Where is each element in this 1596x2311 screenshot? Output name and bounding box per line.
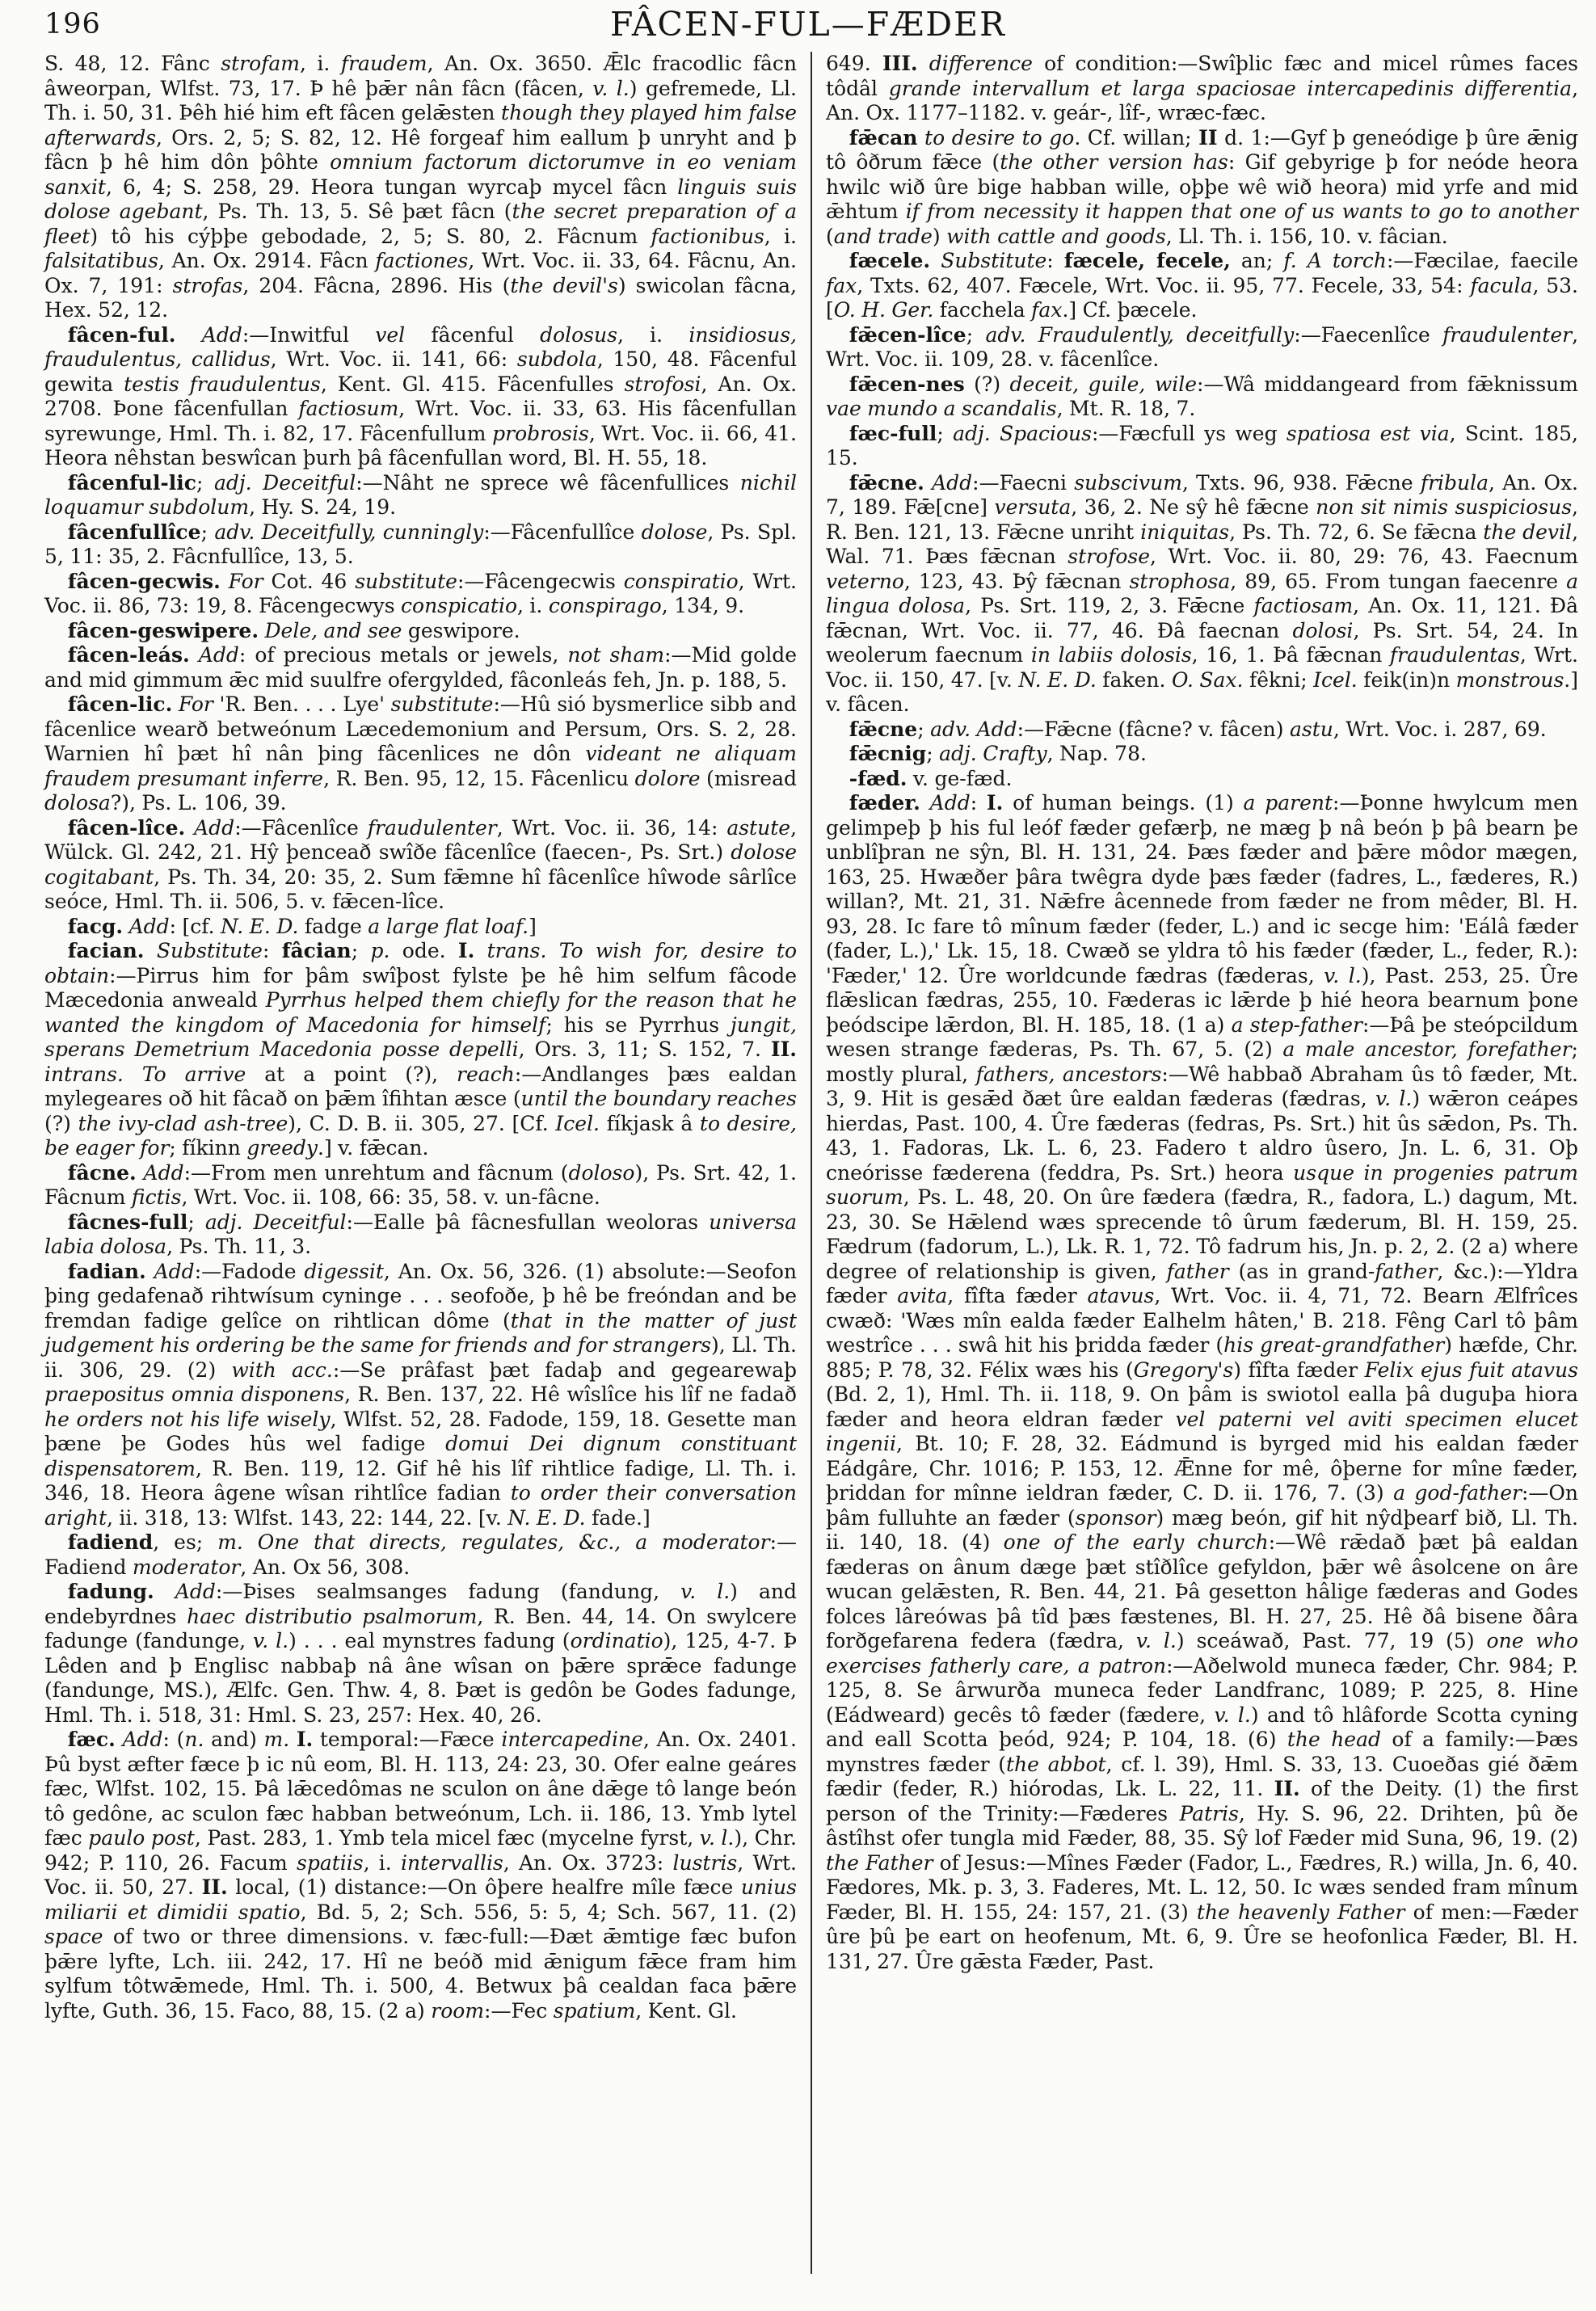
dictionary-entry: fâcne. Add:—From men unrehtum and fâcnum (doloso), Ps. Srt. 42, 1. Fâcnum fictis, Wrt. Voc. ii. 108, 66: 35, 58. v. un-fâcne.: [44, 1160, 797, 1209]
dictionary-entry: fâcenful-lic; adj. Deceitful:—Nâht ne sprece wê fâcenfullices nichil loquamur subdolum, Hy. S. 24, 19.: [44, 470, 797, 519]
dictionary-entry: fadung. Add:—Þises sealmsanges fadung (fandung, v. l.) and endebyrdnes haec distributio psalmorum, R. Ben. 44, 14. On swylcere fadunge (fandunge, v. l.) . . . eal mynstres fadung (ordinatio), 125, 4-7. Þ Lêden and þ Englisc nabbaþ nâ âne wîsan on þǣre sprǣce fadunge (fandunge, MS.), Ælfc. Gen. Thw. 4, 8. Þæt is gedôn be Godes fadunge, Hml. Th. i. 518, 31: Hml. S. 23, 257: Hex. 40, 26.: [44, 1580, 798, 1727]
dictionary-entry: S. 48, 12. Fânc strofam, i. fraudem, An. Ox. 3650. Ǣlc fracodlic fâcn âweorpan, Wlfst. 73, 17. Þ hê þǣr nân fâcn (fâcen, v. l.) gefremede, Ll. Th. i. 50, 31. Þêh hié him eft fâcen gelǣsten though they played him false afterwards, Ors. 2, 5; S. 82, 12. Hê forgeaf him eallum þ unryht and þ fâcn þ hê him dôn þôhte omnium factorum dictorumve in eo veniam sanxit, 6, 4; S. 258, 29. Heora tungan wyrcaþ mycel fâcn linguis suis dolose agebant, Ps. Th. 13, 5. Sê þæt fâcn (the secret preparation of a fleet) tô his cýþþe gebodade, 2, 5; S. 80, 2. Fâcnum factionibus, i. falsitatibus, An. Ox. 2914. Fâcn factiones, Wrt. Voc. ii. 33, 64. Fâcnu, An. Ox. 7, 191: strofas, 204. Fâcna, 2896. His (the devil's) swicolan fâcna, Hex. 52, 12.: [44, 52, 798, 322]
dictionary-entry: fâcen-leás. Add: of precious metals or jewels, not sham:—Mid golde and mid gimmum ǣc mid suulfre ofergylded, fâconleás feh, Jn. p. 188, 5.: [44, 643, 798, 692]
dictionary-entry: fæder. Add: I. of human beings. (1) a parent:—Þonne hwylcum men gelimpeþ þ his ful leóf fæder gefærþ, ne mæg þ nâ beón þ þâ bearn þe unblîþran ne sŷn, Bl. H. 131, 24. Þæs fæder and þǣre môdor mægen, 163, 25. Hwæðer þâra twêgra dyde þæs fæder (fadres, L., fæderes, R.) willan?, Mt. 21, 31. Nǣfre âcennede from fæder ne from mêder, Bl. H. 93, 28. Ic fare tô mînum fæder (feder, L.) and ic secge him: 'Eálâ fæder (fader, L.),' Lk. 15, 18. Cwæð se yldra tô his fæder (fæder, L., feder, R.): 'Fæder,' 12. Ûre worldcunde fædras (fæderas, v. l.), Past. 253, 25. Ûre flǣslican fædras, 255, 10. Fæderas ic lǣrde þ hié heora bearnum þone þeódscipe lǣrdon, Bl. H. 185, 18. (1 a) a step-father:—Þâ þe steópcildum wesen strange fæderas, Ps. Th. 67, 5. (2) a male ancestor, forefather; mostly plural, fathers, ancestors:—Wê habbað Abraham ûs tô fæder, Mt. 3, 9. Hit is gesǣd ðæt ûre ealdan fæderas (fædras, v. l.) wǣron ceápes hierdas, Past. 100, 4. Ûre fæderas (fedras, Ps. Srt.) hit ûs sǣdon, Ps. Th. 43, 1. Fadoras, Lk. L. 6, 23. Fadero t aldro ûsero, Jn. L. 6, 31. Oþ cneórisse fæderena (feddra, Ps. Srt.) heora usque in progenies patrum suorum, Ps. L. 48, 20. On ûre fædera (fædra, R., fadora, L.) dagum, Mt. 23, 30. Se Hǣlend wæs sprecende tô ûrum fæderum, Bl. H. 159, 25. Fædrum (fadorum, L.), Lk. R. 1, 72. Tô fadrum his, Jn. p. 2, 2. (2 a) where degree of relationship is given, father (as in grand-father, &c.):—Yldra fæder avita, fîfta fæder atavus, Wrt. Voc. ii. 4, 71, 72. Bearn Ælfrîces cwæð: 'Wæs mîn ealda fæder Ealhelm hâten,' B. 218. Fêng Carl tô þâm westrîce . . . swâ hit his þridda fæder (his great-grandfather) hæfde, Chr. 885; P. 78, 32. Félix wæs his (Gregory's) fîfta fæder Felix ejus fuit atavus (Bd. 2, 1), Hml. Th. ii. 118, 9. On þâm is swiotol ealla þâ duguþa hiora fæder and heora eldran fæder vel paterni vel aviti specimen elucet ingenii, Bt. 10; F. 28, 32. Eádmund is byrged mid his ealdan fæder Eádgâre, Chr. 1016; P. 153, 12. Ǣnne for mê, ôþerne for mîne fæder, þriddan for mînne ieldran fæder, C. D. ii. 176, 7. (3) a god-father:—On þâm fulluhte an fæder (sponsor) mæg beón, gif hit nŷdþearf bið, Ll. Th. ii. 140, 18. (4) one of the early church:—Wê rǣdað þæt þâ ealdan fæderas on ânum dæge þæt stîðlîce gefyldon, þǣr wê âsolcene on âre wucan gelǣsten, R. Ben. 44, 21. Þâ gesetton hâlige fæderas and Godes folces lâreówas þâ tîd þæs fæstenes, Bl. H. 27, 25. Hê ðâ bisene ðâra forðgefarena federa (fædra, v. l.) sceáwað, Past. 77, 19 (5) one who exercises fatherly care, a patron:—Aðelwold muneca fæder, Chr. 984; P. 125, 8. Se ârwurða muneca feder Landfranc, 1089; P. 225, 8. Hine (Eádweard) gecês tô fæder (fædere, v. l.) and tô hlâforde Scotta cyning and eall Scotta þeód, 924; P. 104, 18. (6) the head of a family:—Þæs mynstres fæder (the abbot, cf. l. 39), Hml. S. 33, 13. Cuoeðas gié ðǣm fædir (feder, R.) hiórodas, Lk. L. 22, 11. II. of the Deity. (1) the first person of the Trinity:—Fæderes Patris, Hy. S. 96, 22. Drihten, þû ðe âstîhst ofer tungla mid Fæder, 88, 35. Sŷ lof Fæder mid Suna, 96, 19. (2) the Father of Jesus:—Mînes Fæder (Fador, L., Fædres, R.) willa, Jn. 6, 40. Fædores, Mk. p. 3, 3. Faderes, Mt. L. 12, 50. Ic wæs sended fram mînum Fæder, Bl. H. 155, 24: 157, 21. (3) the heavenly Father of men:—Fæder ûre þû þe eart on heofenum, Mt. 6, 9. Ûre se heofonlica Fæder, Bl. H. 131, 27. Ûre gǣsta Fæder, Past.: [826, 791, 1579, 1973]
dictionary-entry: fâcen-lîce. Add:—Fâcenlîce fraudulenter, Wrt. Voc. ii. 36, 14: astute, Wülck. Gl. 242, 21. Hŷ þenceað swîðe fâcenlîce (faecen-, Ps. Srt.) dolose cogitabant, Ps. Th. 34, 20: 35, 2. Sum fǣmne hî fâcenlîce hîwode sârlîce seóce, Hml. Th. ii. 506, 5. v. fǣcen-lîce.: [44, 815, 797, 913]
text-columns: [44, 52, 1578, 2274]
dictionary-entry: fæc-full; adj. Spacious:—Fæcfull ys weg spatiosa est via, Scint. 185, 15.: [826, 421, 1578, 469]
dictionary-entry: facg. Add: [cf. N. E. D. fadge a large flat loaf.]: [67, 914, 537, 938]
dictionary-entry: 649. III. difference of condition:—Swîþlic fæc and micel rûmes faces tôdâl grande intervallum et larga spaciosae intercapedinis differentia, An. Ox. 1177–1182. v. geár-, lîf-, wræc-fæc.: [826, 52, 1579, 124]
dictionary-entry: fadiend, es; m. One that directs, regulates, &c., a moderator:—Fadiend moderator, An. Ox 56, 308.: [44, 1530, 797, 1579]
dictionary-entry: fǣcan to desire to go. Cf. willan; II d. 1:—Gyf þ geneódige þ ûre ǣnig tô ôðrum fǣce (the other version has: Gif gebyrige þ for neóde heora hwilc wið ûre bige habban wille, oþþe wê wið heora) mid yrfe and mid ǣhtum if from necessity it happen that one of us wants to go to another (and trade) with cattle and goods, Ll. Th. i. 156, 10. v. fâcian.: [826, 125, 1579, 248]
dictionary-entry: fâcnes-full; adj. Deceitful:—Ealle þâ fâcnesfullan weoloras universa labia dolosa, Ps. Th. 11, 3.: [44, 1210, 797, 1258]
right-column column-divider: [811, 52, 1578, 2274]
dictionary-entry: fadian. Add:—Fadode digessit, An. Ox. 56, 326. (1) absolute:—Seofon þing gedafenað rihtwísum cyninge . . . seofoðe, þ hê be freóndan and be fremdan fadige gelîce on rihtlican dôme (that in the matter of just judgement his ordering be the same for friends and for strangers), Ll. Th. ii. 306, 29. (2) with acc.:—Se prâfast þæt fadaþ and gegearewaþ praepositus omnia disponens, R. Ben. 137, 22. Hê wîslîce his lîf ne fadað he orders not his life wisely, Wlfst. 52, 28. Fadode, 159, 18. Gesette man þæne þe Godes hûs wel fadige domui Dei dignum constituant dispensatorem, R. Ben. 119, 12. Gif hê his lîf rihtlice fadige, Ll. Th. i. 346, 18. Heora âgene wîsan rihtlîce fadian to order their conversation aright, ii. 318, 13: Wlfst. 143, 22: 144, 22. [v. N. E. D. fade.]: [44, 1259, 798, 1530]
dictionary-entry: fâcen-gecwis. For Cot. 46 substitute:—Fâcengecwis conspiratio, Wrt. Voc. ii. 86, 73: 19, 8. Fâcengecwys conspicatio, i. conspirago, 134, 9.: [44, 569, 797, 617]
left-column: [44, 52, 811, 2274]
dictionary-entry: fǣcnig; adj. Crafty, Nap. 78.: [849, 742, 1147, 765]
dictionary-entry: fǣcne. Add:—Faecni subscivum, Txts. 96, 938. Fǣcne fribula, An. Ox. 7, 189. Fǣ[cne] versuta, 36, 2. Ne sŷ hê fǣcne non sit nimis suspiciosus, R. Ben. 121, 13. Fǣcne unriht iniquitas, Ps. Th. 72, 6. Se fǣcna the devil, Wal. 71. Þæs fǣcnan strofose, Wrt. Voc. ii. 80, 29: 76, 43. Faecnum veterno, 123, 43. Þŷ fǣcnan strophosa, 89, 65. From tungan faecenre a lingua dolosa, Ps. Srt. 119, 2, 3. Fǣcne factiosam, An. Ox. 11, 121. Ðâ fǣcnan, Wrt. Voc. ii. 77, 46. Ðâ faecnan dolosi, Ps. Srt. 54, 24. In weolerum faecnum in labiis dolosis, 16, 1. Þâ fǣcnan fraudulentas, Wrt. Voc. ii. 150, 47. [v. N. E. D. faken. O. Sax. fêkni; Icel. feik(in)n monstrous.] v. fâcen.: [826, 470, 1579, 716]
page-number: 196: [44, 8, 101, 40]
dictionary-entry: fâcen-lic. For 'R. Ben. . . . Lye' substitute:—Hû sió bysmerlice sibb and fâcenlice wearð betweónum Læcedemonium and Persum, Ors. S. 2, 28. Warnien hî þæt hî nân þing fâcenlices ne dôn videant ne aliquam fraudem presumant inferre, R. Ben. 95, 12, 15. Fâcenlicu dolore (misread dolosa?), Ps. L. 106, 39.: [44, 692, 798, 815]
dictionary-entry: facian. Substitute: fâcian; p. ode. I. trans. To wish for, desire to obtain:—Pirrus him for þâm swîþost fylste þe hê him selfum fâcode Mæcedonia anweald Pyrrhus helped them chiefly for the reason that he wanted the kingdom of Macedonia for himself; his se Pyrrhus jungit, sperans Demetrium Macedonia posse depelli, Ors. 3, 11; S. 152, 7. II. intrans. To arrive at a point (?), reach:—Andlanges þæs ealdan mylegeares oð hit fâcað on þǣm îfihtan æsce (until the boundary reaches (?) the ivy-clad ash-tree), C. D. B. ii. 305, 27. [Cf. Icel. fíkjask â to desire, be eager for; fíkinn greedy.] v. fǣcan.: [44, 939, 798, 1160]
dictionary-entry: fǣcen-lîce; adv. Fraudulently, deceitfully:—Faecenlîce fraudulenter, Wrt. Voc. ii. 109, 28. v. fâcenlîce.: [826, 322, 1579, 371]
dictionary-entry: -fæd. v. ge-fæd.: [849, 766, 1013, 790]
dictionary-entry: fæc. Add: (n. and) m. I. temporal:—Fæce intercapedine, An. Ox. 2401. Þû byst æfter fæce þ ic nû eom, Bl. H. 113, 24: 23, 30. Ofer ealne geáres fæc, Wlfst. 102, 15. Þâ lǣcedômas ne sculon on âne dǣge tô lange beón tô gedône, ac sculon fæc habban betweónum, Lch. ii. 186, 13. Ymb lytel fæc paulo post, Past. 283, 1. Ymb tela micel fæc (mycelne fyrst, v. l.), Chr. 942; P. 110, 26. Facum spatiis, i. intervallis, An. Ox. 3723: lustris, Wrt. Voc. ii. 50, 27. II. local, (1) distance:—On ôþere healfre mîle fæce unius miliarii et dimidii spatio, Bd. 5, 2; Sch. 556, 5: 5, 4; Sch. 567, 11. (2) space of two or three dimensions. v. fæc-full:—Ðæt ǣmtige fæc bufon þǣre lyfte, Lch. iii. 242, 17. Hî ne beóð mid ǣnigum fǣce fram him sylfum tôtwǣmede, Hml. Th. i. 500, 4. Betwux þâ cealdan faca þǣre lyfte, Guth. 36, 15. Faco, 88, 15. (2 a) room:—Fec spatium, Kent. Gl.: [44, 1728, 798, 2023]
dictionary-entry: fǣcen-nes (?) deceit, guile, wile:—Wâ middangeard from fǣknissum vae mundo a scandalis, Mt. R. 18, 7.: [826, 372, 1578, 420]
dictionary-entry: fæcele. Substitute: fæcele, fecele, an; f. A torch:—Fæcilae, faecile fax, Txts. 62, 407. Fæcele, Wrt. Voc. ii. 95, 77. Fecele, 33, 54: facula, 53. [O. H. Ger. facchela fax.] Cf. þæcele.: [826, 249, 1579, 322]
dictionary-entry: fâcen-ful. Add:—Inwitful vel fâcenful dolosus, i. insidiosus, fraudulentus, callidus, Wrt. Voc. ii. 141, 66: subdola, 150, 48. Fâcenful gewita testis fraudulentus, Kent. Gl. 415. Fâcenfulles strofosi, An. Ox. 2708. Þone fâcenfullan factiosum, Wrt. Voc. ii. 33, 63. His fâcenfullan syrewunge, Hml. Th. i. 82, 17. Fâcenfullum probrosis, Wrt. Voc. ii. 66, 41. Heora nêhstan beswîcan þurh þâ fâcenfullan word, Bl. H. 55, 18.: [44, 322, 798, 469]
dictionary-entry: fâcen-geswipere. Dele, and see geswipore.: [67, 618, 520, 642]
dictionary-entry: fâcenfullîce; adv. Deceitfully, cunningly:—Fâcenfullîce dolose, Ps. Spl. 5, 11: 35, 2. Fâcnfullîce, 13, 5.: [44, 520, 798, 568]
running-head: [44, 5, 1572, 47]
page-title: FÂCEN-FUL—FÆDER: [610, 5, 1006, 44]
dictionary-entry: fǣcne; adv. Add:—Fǣcne (fâcne? v. fâcen) astu, Wrt. Voc. i. 287, 69.: [849, 717, 1547, 741]
